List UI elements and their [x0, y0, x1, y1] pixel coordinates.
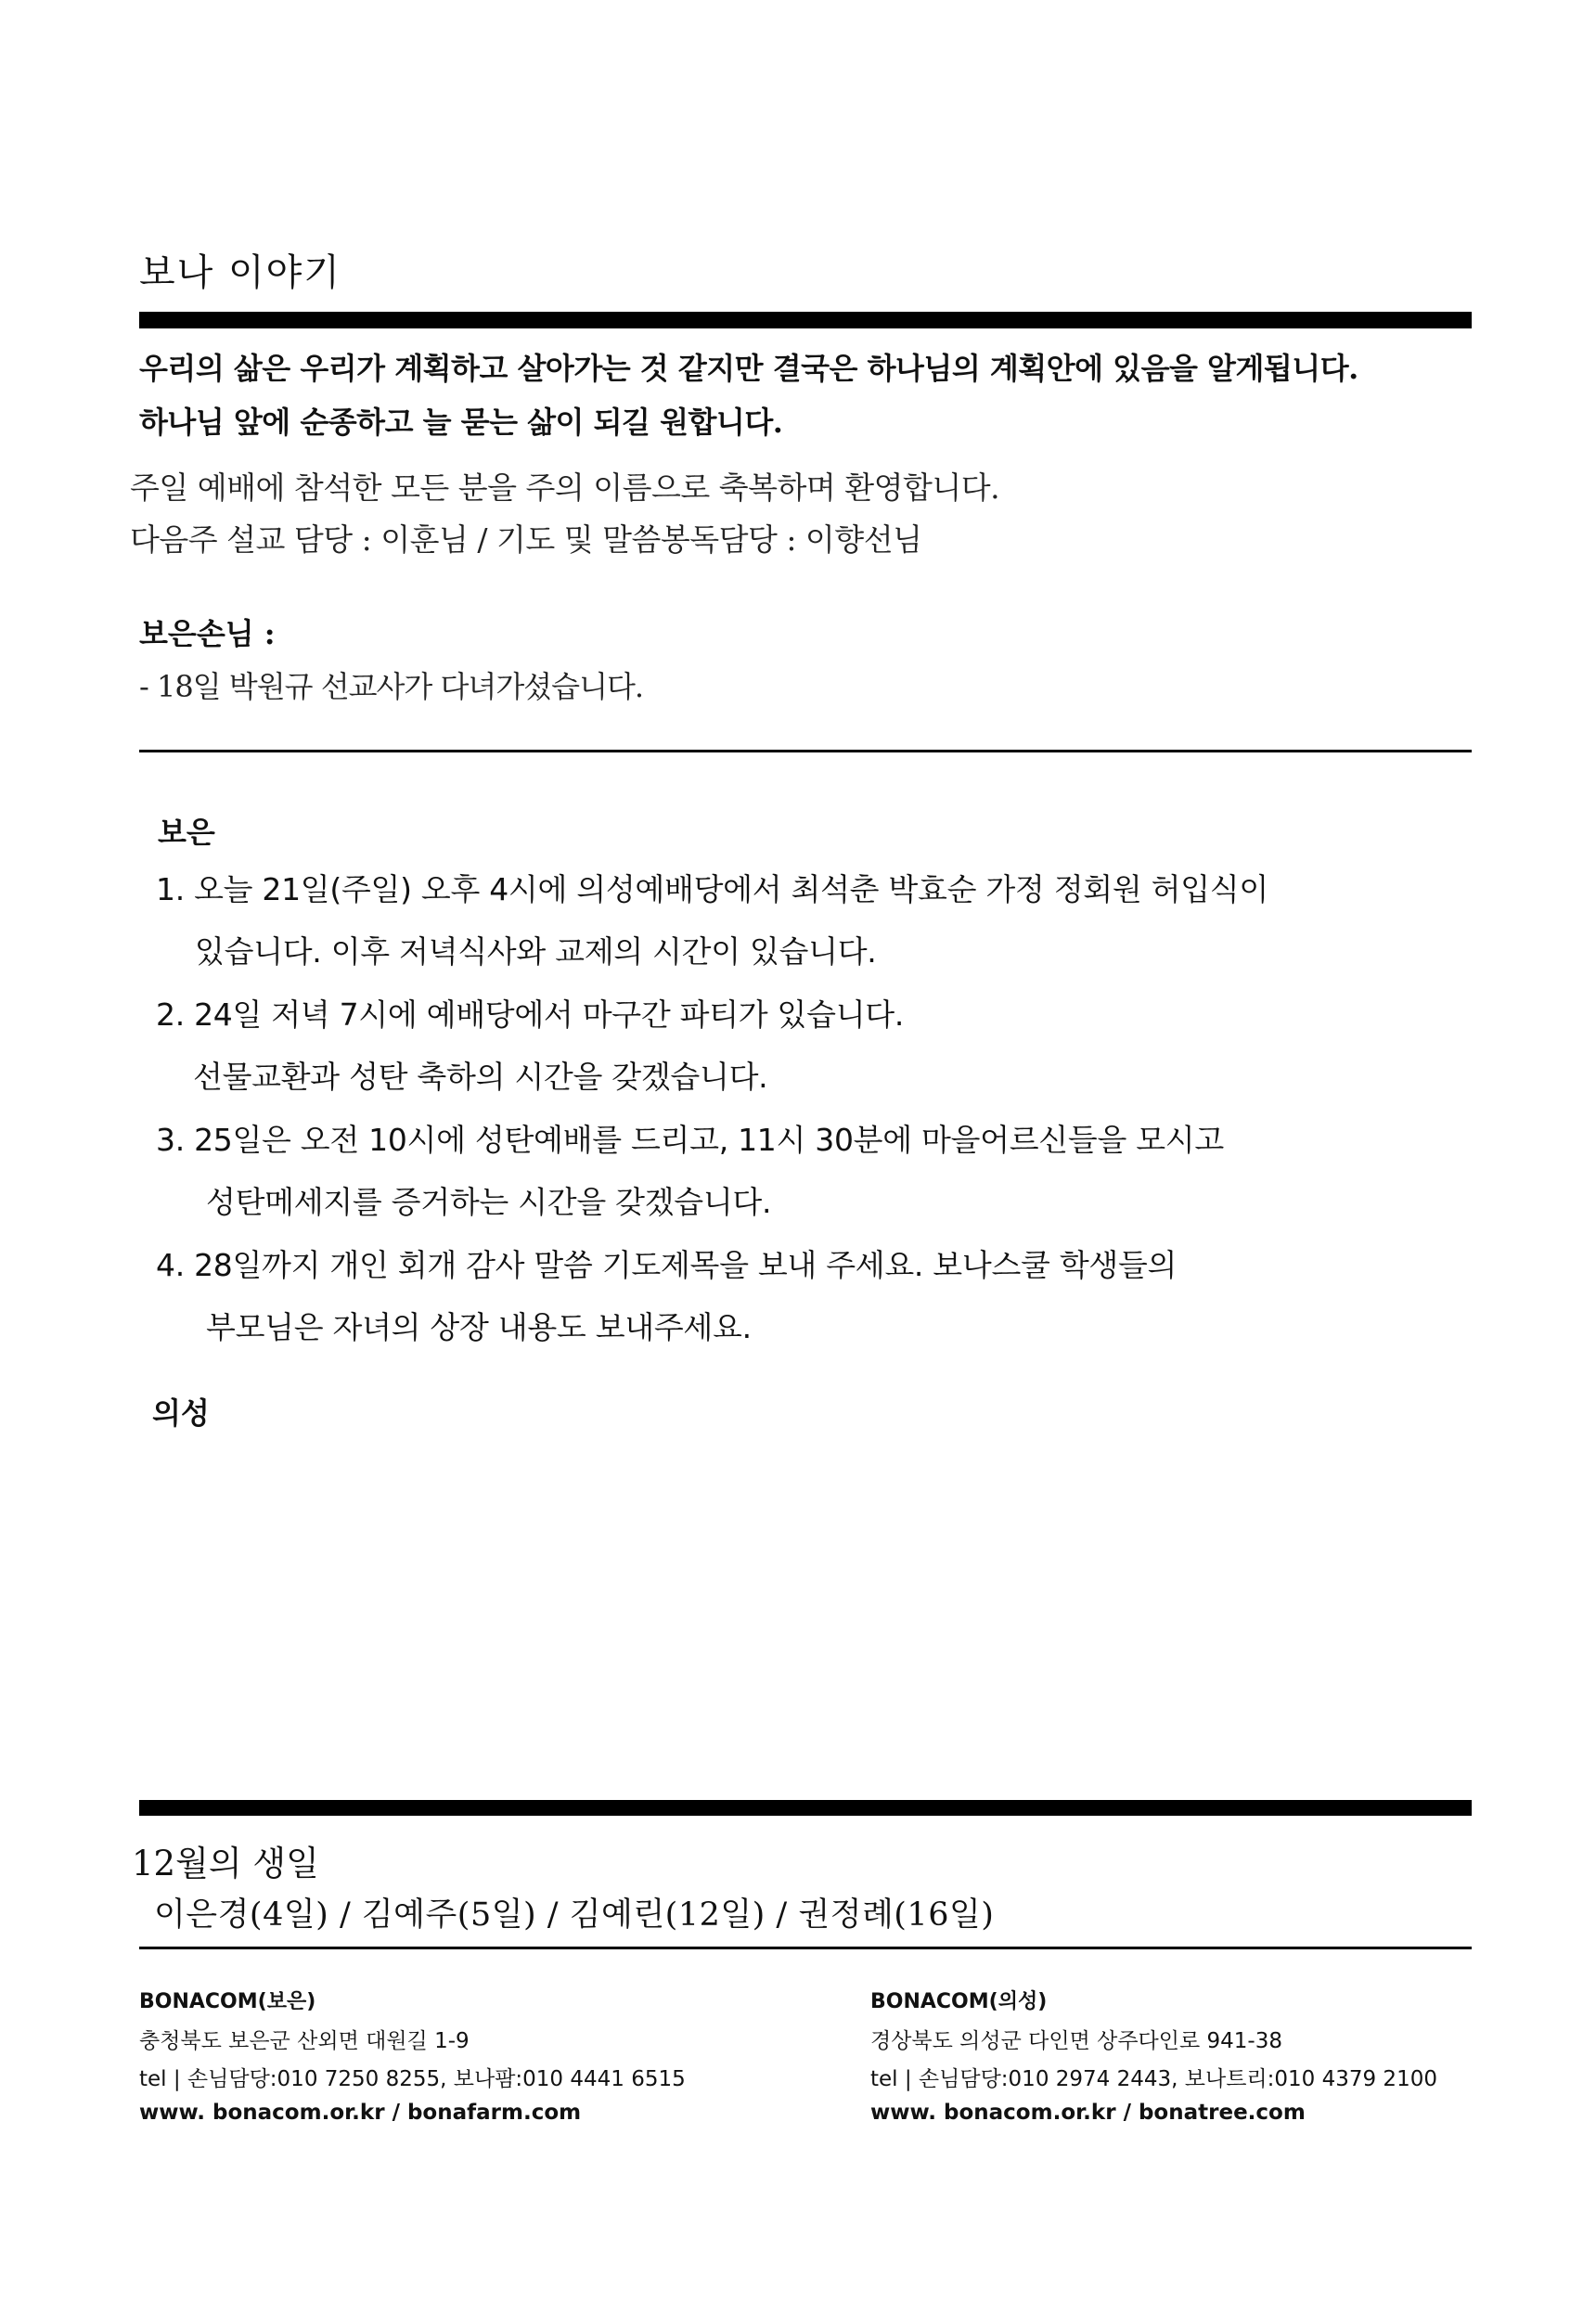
- news-item-3-line-2: 성탄메세지를 증거하는 시간을 갖겠습니다.: [206, 1184, 772, 1220]
- footer-right-address: 경상북도 의성군 다인면 상주다인로 941-38: [870, 2029, 1282, 2053]
- divider: [139, 1947, 1472, 1949]
- news-item-2-line-1: 2. 24일 저녁 7시에 예배당에서 마구간 파티가 있습니다.: [156, 996, 905, 1033]
- news-item-2-line-2: 선물교환과 성탄 축하의 시간을 갖겠습니다.: [193, 1059, 768, 1095]
- news-item-4-line-2: 부모님은 자녀의 상장 내용도 보내주세요.: [206, 1309, 752, 1345]
- footer-right-tel: tel | 손님담당:010 2974 2443, 보나트리:010 4379 2100: [870, 2067, 1437, 2091]
- footer-right-name: BONACOM(의성): [870, 1990, 1048, 2013]
- next-week-duty-line: 다음주 설교 담당 : 이훈님 / 기도 및 말씀봉독담당 : 이향선님: [130, 521, 922, 558]
- guests-heading: 보은손님 :: [139, 616, 276, 651]
- footer-left-web-link[interactable]: www. bonacom.or.kr / bonafarm.com: [139, 2101, 582, 2125]
- birthday-list: 이은경(4일) / 김예주(5일) / 김예린(12일) / 권정례(16일): [154, 1896, 995, 1934]
- lead-line-2: 하나님 앞에 순종하고 늘 묻는 삶이 되길 원합니다.: [139, 405, 783, 440]
- news-item-4-line-1: 4. 28일까지 개인 회개 감사 말씀 기도제목을 보내 주세요. 보나스쿨 학생들의: [156, 1247, 1178, 1283]
- footer-left-address: 충청북도 보은군 산외면 대원길 1-9: [139, 2029, 470, 2053]
- news-item-1-line-1: 1. 오늘 21일(주일) 오후 4시에 의성예배당에서 최석춘 박효순 가정 정회원 허입식이: [156, 871, 1268, 907]
- lead-line-1: 우리의 삶은 우리가 계획하고 살아가는 것 같지만 결국은 하나님의 계획안에 있음을 알게됩니다.: [139, 351, 1358, 386]
- footer-left-name: BONACOM(보은): [139, 1990, 316, 2013]
- welcome-line: 주일 예배에 참석한 모든 분을 주의 이름으로 축복하며 환영합니다.: [130, 469, 1000, 506]
- news-item-3-line-1: 3. 25일은 오전 10시에 성탄예배를 드리고, 11시 30분에 마을어르신들을 모시고: [156, 1122, 1224, 1158]
- guests-line: - 18일 박원규 선교사가 다녀가셨습니다.: [139, 669, 644, 704]
- footer-left-tel: tel | 손님담당:010 7250 8255, 보나팜:010 4441 6515: [139, 2067, 686, 2091]
- birthday-title: 12월의 생일: [132, 1844, 319, 1883]
- divider: [139, 750, 1472, 752]
- section-title: 보나 이야기: [139, 251, 341, 294]
- thick-divider: [139, 1800, 1472, 1816]
- thick-divider: [139, 312, 1472, 328]
- footer-right-web-link[interactable]: www. bonacom.or.kr / bonatree.com: [870, 2101, 1306, 2125]
- boeun-heading: 보은: [158, 815, 215, 850]
- uiseong-heading: 의성: [152, 1395, 210, 1431]
- news-item-1-line-2: 있습니다. 이후 저녁식사와 교제의 시간이 있습니다.: [195, 933, 877, 970]
